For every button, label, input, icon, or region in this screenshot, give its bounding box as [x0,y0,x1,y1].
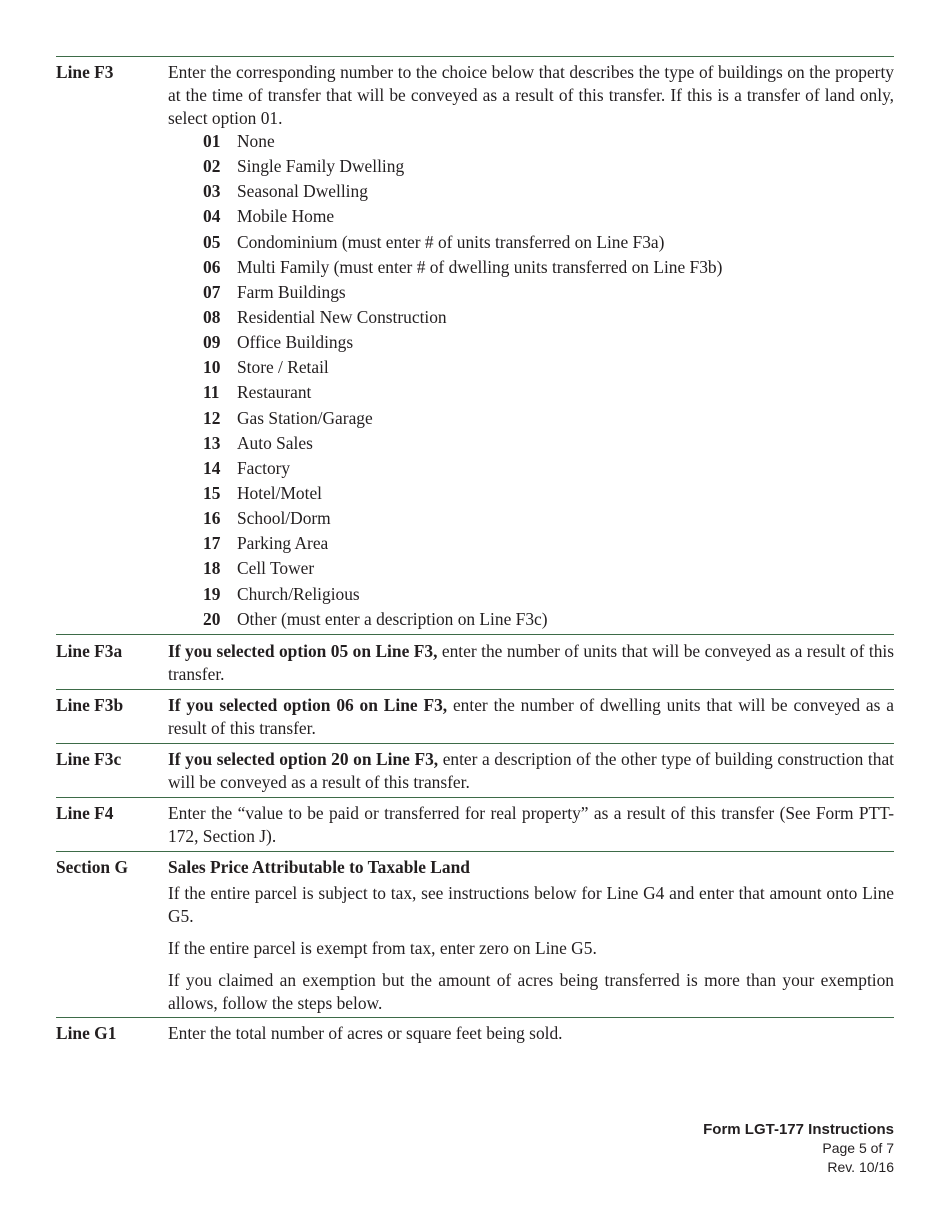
option-text: Office Buildings [237,332,354,353]
option-item [203,506,853,531]
option-item [203,456,853,481]
option-text: Church/Religious [237,583,360,604]
option-item [203,380,853,405]
line-f3a-label: Line F3a [56,641,123,661]
option-number: 08 [203,306,221,327]
option-text: Farm Buildings [237,281,346,302]
divider [56,689,894,690]
line-f3a-condition: If you selected option 05 on Line F3, [168,641,438,661]
line-f3c-condition: If you selected option 20 on Line F3, [168,749,439,769]
option-item [203,204,853,229]
line-g1-label: Line G1 [56,1023,117,1043]
option-item [203,556,853,581]
option-item [203,481,853,506]
line-f3-label: Line F3 [56,62,114,82]
option-number: 11 [203,382,220,403]
option-text: Mobile Home [237,206,335,227]
form-title: Form LGT-177 Instructions [703,1121,894,1138]
option-number: 05 [203,231,221,252]
revision-date: Rev. 10/16 [827,1159,894,1175]
option-item [203,129,853,154]
option-item [203,582,853,607]
option-item [203,431,853,456]
line-f3b-text [168,694,894,740]
line-f3b-condition: If you selected option 06 on Line F3, [168,695,448,715]
option-number: 15 [203,482,221,503]
divider-top [56,56,894,57]
option-number: 17 [203,533,221,554]
divider [56,634,894,635]
option-number: 12 [203,407,221,428]
option-text: Hotel/Motel [237,482,323,503]
option-item [203,531,853,556]
line-g1-text: Enter the total number of acres or square feet being sold. [168,1023,563,1043]
section-g-content [168,856,894,1015]
section-g-label: Section G [56,857,128,877]
line-f3-text: Enter the corresponding number to the choice below that describes the type of buildings on the property at the time of transfer that will be conveyed as a result of this transfer. If this is a transfer of land only, select option 01. [168,62,894,128]
option-item [203,607,853,632]
option-number: 03 [203,181,221,202]
option-item [203,255,853,280]
section-g-paragraph: If you claimed an exemption but the amount of acres being transferred is more than your exemption allows, follow the steps below. [168,970,894,1013]
option-item [203,406,853,431]
option-number: 19 [203,583,221,604]
option-text: Store / Retail [237,357,329,378]
option-text: Auto Sales [237,432,313,453]
option-item [203,280,853,305]
option-text: School/Dorm [237,508,331,529]
divider [56,851,894,852]
option-number: 13 [203,432,221,453]
section-g-heading: Sales Price Attributable to Taxable Land [168,857,470,877]
line-f3a-text [168,640,894,686]
building-type-options [203,129,853,632]
line-f4-text: Enter the “value to be paid or transferred for real property” as a result of this transfer (See Form PTT-172, Section J). [168,803,894,846]
option-item [203,230,853,255]
line-f3c-label: Line F3c [56,749,122,769]
option-number: 01 [203,131,221,151]
option-text: None [237,131,275,151]
option-text: Seasonal Dwelling [237,181,368,202]
option-number: 09 [203,332,221,353]
option-number: 04 [203,206,221,227]
option-text: Other (must enter a description on Line F3c) [237,608,548,629]
line-f3c-text [168,748,894,794]
line-f3a-body: enter the number of units that will be conveyed as a result of this transfer. [168,641,894,684]
divider [56,1017,894,1018]
option-number: 14 [203,457,221,478]
option-text: Parking Area [237,533,329,554]
line-f4-label: Line F4 [56,803,114,823]
option-item [203,355,853,380]
option-number: 07 [203,281,221,302]
option-text: Residential New Construction [237,306,447,327]
option-text: Factory [237,457,291,478]
option-number: 10 [203,357,221,378]
divider [56,743,894,744]
page-number: Page 5 of 7 [822,1140,894,1156]
line-f3b-label: Line F3b [56,695,124,715]
option-item [203,154,853,179]
page-footer [703,1120,894,1177]
line-f3c-body: enter a description of the other type of building construction that will be conveyed as a result of this transfer. [168,749,894,792]
divider [56,797,894,798]
option-item [203,305,853,330]
option-item [203,330,853,355]
option-text: Condominium (must enter # of units transferred on Line F3a) [237,231,665,252]
option-text: Cell Tower [237,558,315,579]
option-number: 18 [203,558,221,579]
option-text: Gas Station/Garage [237,407,373,428]
option-item [203,179,853,204]
option-text: Single Family Dwelling [237,156,405,177]
section-g-paragraph: If the entire parcel is subject to tax, see instructions below for Line G4 and enter that amount onto Line G5. [168,883,894,926]
option-text: Restaurant [237,382,312,403]
option-number: 20 [203,608,221,629]
option-number: 16 [203,508,221,529]
option-number: 06 [203,256,221,277]
line-f3b-body: enter the number of dwelling units that will be conveyed as a result of this transfer. [168,695,894,738]
option-text: Multi Family (must enter # of dwelling units transferred on Line F3b) [237,256,723,277]
option-number: 02 [203,156,221,177]
section-g-paragraph: If the entire parcel is exempt from tax, enter zero on Line G5. [168,938,597,958]
